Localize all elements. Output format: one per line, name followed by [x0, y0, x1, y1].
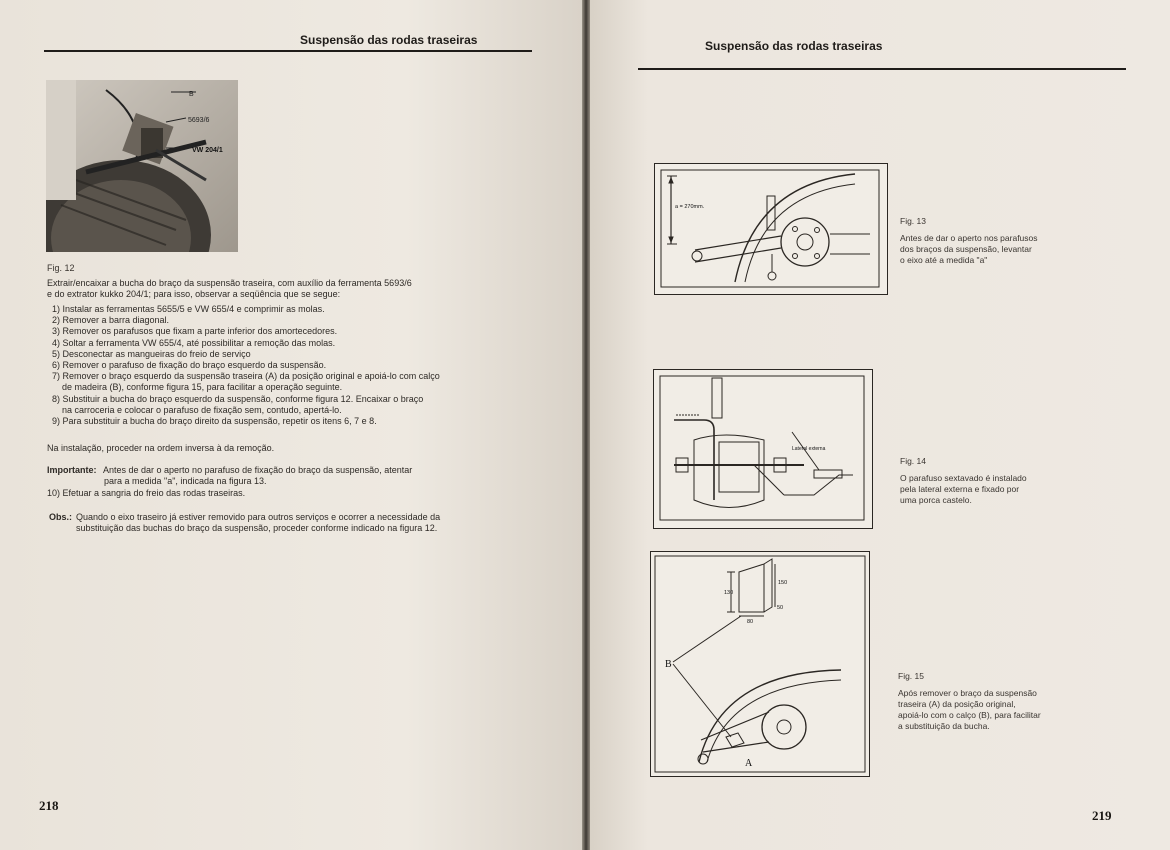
step-item: 3) Remover os parafusos que fixam a parte inferior dos amortecedores.: [52, 326, 338, 337]
photo-label-b: B: [189, 91, 194, 98]
fig13-caption-line: o eixo até a medida "a": [900, 255, 988, 265]
fig14-caption-title: Fig. 14: [900, 456, 926, 466]
fig13-caption-title: Fig. 13: [900, 216, 926, 226]
fig15-caption-title: Fig. 15: [898, 671, 924, 681]
fig15-d150: 150: [778, 580, 788, 586]
fig15-label-b: B: [665, 659, 672, 670]
important-text: [103, 465, 412, 487]
fig12-caption: Fig. 12: [47, 263, 75, 273]
fig15-d130: 130: [724, 590, 734, 596]
fig14-caption-line: uma porca castelo.: [900, 495, 972, 505]
step-item: 1) Instalar as ferramentas 5655/5 e VW 655/4 e comprimir as molas.: [52, 304, 325, 314]
right-header-rule: [638, 68, 1126, 70]
left-page: [0, 0, 582, 850]
fig14-label: Lateral externa: [792, 446, 826, 452]
fig14-caption-line: O parafuso sextavado é instalado: [900, 473, 1027, 483]
fig15-caption-line: Após remover o braço da suspensão: [898, 688, 1037, 698]
fig13-caption: [900, 216, 1038, 266]
fig15-caption-line: traseira (A) da posição original,: [898, 699, 1016, 709]
fig14-caption: [900, 456, 1027, 506]
step-item: 6) Remover o parafuso de fixação do braço esquerdo da suspensão.: [52, 360, 327, 371]
step-item: 4) Soltar a ferramenta VW 655/4, até possibilitar a remoção das molas.: [52, 337, 336, 348]
fig15-diagram: [650, 551, 870, 777]
fig15-d80: 80: [747, 619, 754, 625]
step-item: 7) Remover o braço esquerdo da suspensão traseira (A) da posição original e apoiá-lo com calço: [52, 371, 440, 382]
fig14-diagram: [653, 369, 873, 529]
fig15-label-a: A: [745, 758, 753, 769]
step-item: 5) Desconectar as mangueiras do freio de serviço: [52, 348, 251, 359]
fig12-photo: [46, 80, 238, 252]
step-item: na carroceria e colocar o parafuso de fixação sem, contudo, apertá-lo.: [52, 404, 342, 415]
step-item: de madeira (B), conforme figura 15, para facilitar a operação seguinte.: [52, 382, 343, 393]
fig15-d50: 50: [777, 605, 784, 611]
intro-text: [47, 278, 412, 300]
intro-line: Extrair/encaixar a bucha do braço da suspensão traseira, com auxílio da ferramenta 5693/6: [47, 278, 412, 288]
important-line: Antes de dar o aperto no parafuso de fixação do braço da suspensão, atentar: [103, 465, 413, 475]
important-label: Importante:: [47, 465, 97, 475]
obs-line: substituição das buchas do braço da suspensão, proceder conforme indicado na figura 12.: [76, 523, 438, 534]
obs-line: Quando o eixo traseiro já estiver removido para outros serviços e ocorrer a necessidade da: [76, 512, 441, 522]
fig13-caption-line: dos braços da suspensão, levantar: [900, 244, 1032, 254]
obs-label: Obs.:: [49, 512, 73, 522]
step-10: 10) Efetuar a sangria do freio das rodas traseiras.: [47, 488, 246, 498]
fig15-caption-line: apoiá-lo com o calço (B), para facilitar: [898, 710, 1041, 720]
step-item: 8) Substituir a bucha do braço esquerdo da suspensão, conforme figura 12. Encaixar o braço: [52, 393, 424, 404]
fig15-caption-line: a substituição da bucha.: [898, 721, 990, 731]
step-item: 9) Para substituir a bucha do braço direito da suspensão, repetir os itens 6, 7 e 8.: [52, 416, 377, 427]
steps-list: [52, 304, 440, 427]
fig13-caption-line: Antes de dar o aperto nos parafusos: [900, 233, 1038, 243]
right-page-number: 219: [1092, 808, 1112, 823]
install-note: Na instalação, proceder na ordem inversa à da remoção.: [47, 443, 275, 453]
right-page: [590, 0, 1170, 850]
important-line: para a medida "a", indicada na figura 13.: [104, 476, 267, 487]
intro-line: e do extrator kukko 204/1; para isso, observar a seqüência que se segue:: [47, 289, 341, 300]
book-spine: [582, 0, 590, 850]
left-page-number: 218: [39, 798, 59, 813]
left-header-rule: [44, 50, 532, 52]
obs-text: [76, 512, 440, 534]
fig13-label: a = 270mm.: [675, 204, 705, 210]
fig15-caption: [898, 671, 1041, 732]
right-page-header: Suspensão das rodas traseiras: [705, 39, 883, 53]
photo-label-tool2: VW 204/1: [192, 147, 223, 154]
step-item: 2) Remover a barra diagonal.: [52, 315, 170, 326]
left-page-header: Suspensão das rodas traseiras: [300, 33, 478, 47]
fig14-caption-line: pela lateral externa e fixado por: [900, 484, 1020, 494]
fig13-diagram: [654, 163, 888, 295]
photo-label-tool1: 5693/6: [188, 117, 210, 124]
